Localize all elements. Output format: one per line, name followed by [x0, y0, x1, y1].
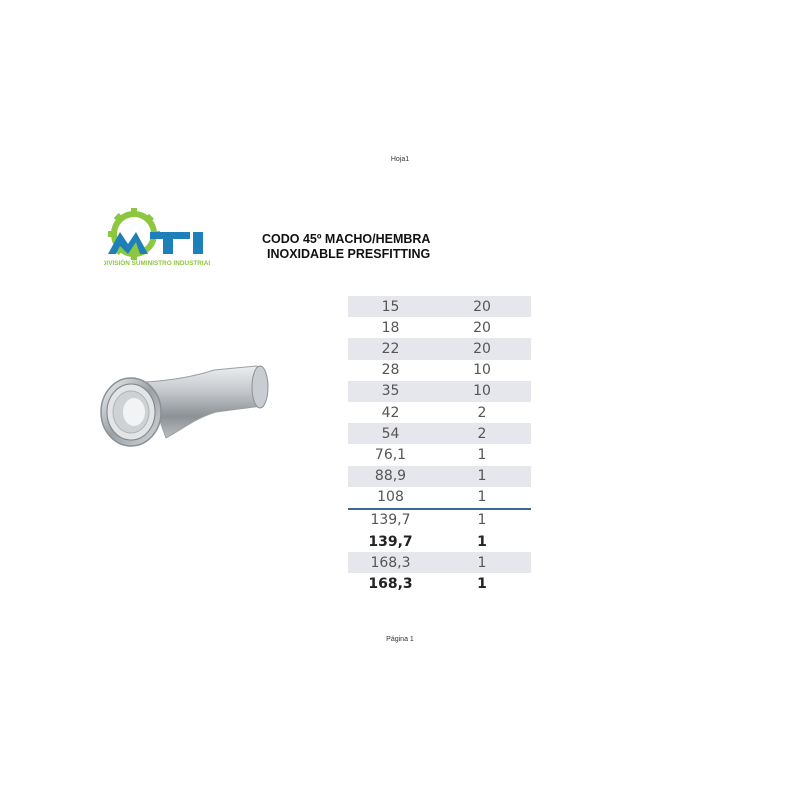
- quantity-cell: 20: [473, 340, 491, 357]
- quantity-cell: 20: [473, 298, 491, 315]
- size-cell: 76,1: [374, 446, 407, 463]
- table-row: [348, 317, 531, 338]
- table-row: [348, 444, 531, 465]
- gear-icon: [104, 206, 210, 268]
- table-row: [348, 510, 531, 531]
- page-header: Hoja1: [390, 156, 410, 163]
- table-row: [348, 466, 531, 487]
- table-row: [348, 487, 531, 510]
- size-cell: 42: [381, 404, 400, 421]
- product-title: [262, 232, 462, 262]
- quantity-cell: 1: [477, 489, 487, 506]
- size-cell: 35: [381, 383, 400, 400]
- size-cell: 139,7: [368, 533, 413, 550]
- company-logo: [104, 206, 210, 268]
- size-cell: 15: [381, 298, 400, 315]
- quantity-cell: 2: [477, 404, 487, 421]
- title-line-1: CODO 45º MACHO/HEMBRA: [262, 232, 431, 246]
- quantity-cell: 1: [477, 468, 487, 485]
- table-row: [348, 360, 531, 381]
- quantity-cell: 10: [473, 362, 491, 379]
- table-row: [348, 552, 531, 573]
- size-cell: 54: [381, 425, 400, 442]
- size-quantity-table: [348, 296, 531, 595]
- quantity-cell: 1: [477, 576, 487, 593]
- logo-subtitle: DIVISIÓN SUMINISTRO INDUSTRIAL: [104, 260, 210, 267]
- table-row: [348, 381, 531, 402]
- table-row: [348, 423, 531, 444]
- title-line-2: INOXIDABLE PRESFITTING: [267, 247, 431, 261]
- size-cell: 18: [381, 319, 400, 336]
- table-row: [348, 338, 531, 359]
- size-cell: 88,9: [374, 468, 407, 485]
- quantity-cell: 1: [477, 512, 487, 529]
- quantity-cell: 10: [473, 383, 491, 400]
- table-row: [348, 402, 531, 423]
- size-cell: 139,7: [370, 512, 411, 529]
- table-row: [348, 296, 531, 317]
- quantity-cell: 1: [477, 446, 487, 463]
- table-row: [348, 573, 531, 594]
- size-cell: 168,3: [370, 554, 411, 571]
- table-row: [348, 531, 531, 552]
- quantity-cell: 20: [473, 319, 491, 336]
- size-cell: 108: [377, 489, 404, 506]
- size-cell: 28: [381, 362, 400, 379]
- size-cell: 168,3: [368, 576, 413, 593]
- quantity-cell: 2: [477, 425, 487, 442]
- quantity-cell: 1: [477, 554, 487, 571]
- quantity-cell: 1: [477, 533, 487, 550]
- size-cell: 22: [381, 340, 400, 357]
- page-footer: Página 1: [386, 636, 414, 643]
- product-image: [96, 352, 276, 464]
